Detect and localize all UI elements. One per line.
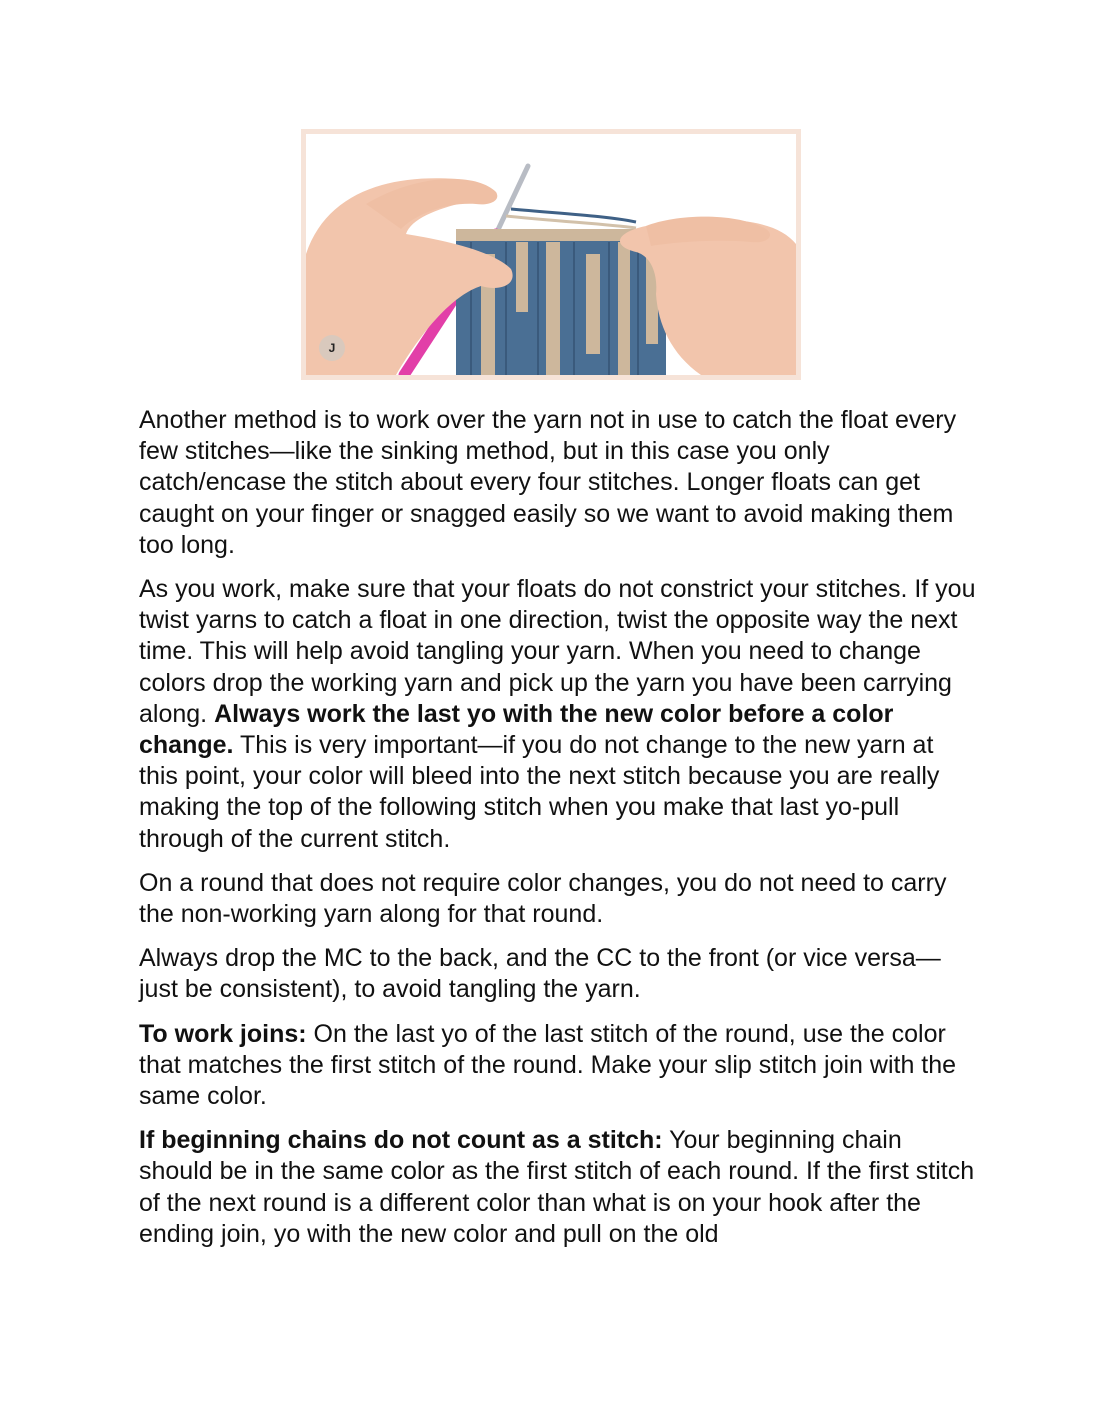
figure-label-badge: J <box>319 335 345 361</box>
heading-work-joins: To work joins: <box>139 1019 307 1048</box>
paragraph-float-method <box>139 405 979 561</box>
paragraph-drop-mc <box>139 943 979 1005</box>
emphasis-color-change: Always work the last yo with the new color before a color change. <box>139 699 894 760</box>
paragraph-no-color-change <box>139 868 979 930</box>
paragraph-beginning-chains <box>139 1125 979 1250</box>
paragraph-text: This is very important—if you do not change to the new yarn at this point, your color will bleed into the next stitch because you are really making the top of the following stitch when you make that last yo-pull through of the current stitch. <box>139 731 940 853</box>
heading-beginning-chains: If beginning chains do not count as a stitch: <box>139 1126 663 1155</box>
paragraph-text: Another method is to work over the yarn not in use to catch the float every few stitches—like the sinking method, but in this case you only catch/encase the stitch about every four stitches. Longer floats can get caught on your finger or snagged easily so we want to avoid making them too long. <box>139 406 957 559</box>
body-text <box>139 405 979 1263</box>
paragraph-text: As you work, make sure that your floats do not constrict your stitches. If you twist yarns to catch a float in one direction, twist the opposite way the next time. This will help avoid tangling your yarn. When you need to change colors drop the working yarn and pick up the yarn you have been carrying along. <box>139 575 976 728</box>
paragraph-text: On the last yo of the last stitch of the round, use the color that matches the first stitch of the round. Make your slip stitch join with the same color. <box>139 1019 957 1111</box>
paragraph-work-joins <box>139 1019 979 1113</box>
crochet-hands-illustration <box>306 134 796 375</box>
instruction-photo <box>301 129 801 380</box>
paragraph-text: Your beginning chain should be in the same color as the first stitch of each round. If the first stitch of the next round is a different color than what is on your hook after the ending join, yo with the new color and pull on the old <box>139 1126 975 1248</box>
paragraph-text: Always drop the MC to the back, and the CC to the front (or vice versa—just be consistent), to avoid tangling the yarn. <box>139 944 941 1004</box>
paragraph-floats-constrict <box>139 574 979 855</box>
paragraph-text: On a round that does not require color changes, you do not need to carry the non-working yarn along for that round. <box>139 868 947 929</box>
